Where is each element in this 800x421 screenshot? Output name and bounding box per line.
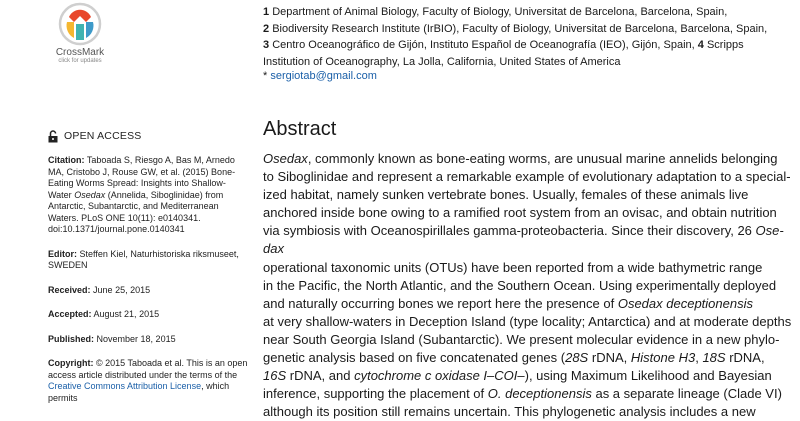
affiliation-3: 3 Centro Oceanográfico de Gijón, Instituto Español de Oceanografía (IEO), Gijón, Spain, 4 Scripps [263, 39, 744, 51]
abstract-line: at very shallow-waters in Deception Island (type locality; Antarctica) and at moderate depths [263, 313, 792, 329]
email-star: * [263, 70, 268, 82]
crossmark-icon [58, 2, 102, 46]
open-access-badge [48, 130, 248, 143]
citation: Citation: Taboada S, Riesgo A, Bas M, Arnedo MA, Cristobo J, Rouse GW, et al. (2015) Bone-Eating Worms Spread: Insights into Shallow-Water Osedax (Annelida, Siboglinidae) from Antarctic, Subantarctic, and Mediterranean Waters. PLoS ONE 10(11): e0140341. doi:10.1371/journal.pone.0140341 [48, 155, 236, 234]
affiliations [263, 4, 783, 70]
email-address[interactable]: sergiotab@gmail.com [270, 70, 377, 82]
abstract-line: anchored inside bone owing to a ramified root system from an ovisac, and obtain nutrition [263, 205, 777, 221]
corresponding-email[interactable] [263, 70, 377, 82]
open-access-label: OPEN ACCESS [64, 129, 142, 142]
published-date: Published: November 18, 2015 [48, 333, 176, 344]
copyright: Copyright: © 2015 Taboada et al. This is an open access article distributed under the terms of the Creative Commons Attribution License, which permits [48, 358, 248, 403]
abstract-line: to Siboglinidae and represent a remarkable example of evolutionary adaptation to a special- [263, 169, 791, 185]
open-lock-icon [48, 130, 58, 143]
affiliation-4: Institution of Oceanography, La Jolla, California, United States of America [263, 55, 621, 68]
affiliation-2: 2 Biodiversity Research Institute (IrBIO), Faculty of Biology, Universitat de Barcelona, Barcelona, Spain, [263, 22, 768, 35]
abstract-heading: Abstract [263, 118, 337, 140]
abstract-line: via symbiosis with Oceanospirillales gamma-proteobacteria. Since their discovery, 26 Ose- [263, 223, 784, 239]
abstract-line: and naturally occurring bones we report here the presence of Osedax deceptionensis [263, 295, 753, 311]
abstract-line: near South Georgia Island (Subantarctic). We present molecular evidence in a new phylo- [263, 331, 780, 347]
editor: Editor: Steffen Kiel, Naturhistoriska riksmuseet, SWEDEN [48, 248, 239, 270]
crossmark-badge[interactable] [40, 2, 120, 64]
abstract-line: ized habitat, namely sunken vertebrate bones. Usually, females of these animals live [263, 187, 749, 203]
article-metadata [48, 130, 248, 417]
abstract-line: 16S rDNA, and cytochrome c oxidase I–COI–), using Maximum Likelihood and Bayesian [263, 368, 772, 384]
license-link[interactable]: Creative Commons Attribution License [48, 381, 202, 391]
crossmark-sublabel: click for updates [58, 58, 102, 64]
crossmark-label: CrossMark [55, 47, 105, 58]
abstract-line: dax operational taxonomic units (OTUs) have been reported from a wide bathymetric range [263, 241, 763, 275]
accepted-date: Accepted: August 21, 2015 [48, 309, 160, 319]
received-date: Received: June 25, 2015 [48, 284, 151, 295]
abstract-text [263, 150, 792, 421]
abstract-line: inference, supporting the placement of O. deceptionensis as a separate lineage (Clade VI) [263, 386, 782, 402]
abstract-line: genetic analysis based on five concatenated genes (28S rDNA, Histone H3, 18S rDNA, [263, 350, 765, 366]
abstract-line: Osedax, commonly known as bone-eating worms, are unusual marine annelids belonging [263, 151, 778, 166]
abstract-line: in the Pacific, the North Atlantic, and the Southern Ocean. Using experimentally deployed [263, 277, 777, 293]
affiliation-1: 1 Department of Animal Biology, Faculty of Biology, Universitat de Barcelona, Barcelona, Spain, [263, 6, 728, 18]
abstract-line: although its position still remains uncertain. This phylogenetic analysis includes a new [263, 404, 756, 420]
